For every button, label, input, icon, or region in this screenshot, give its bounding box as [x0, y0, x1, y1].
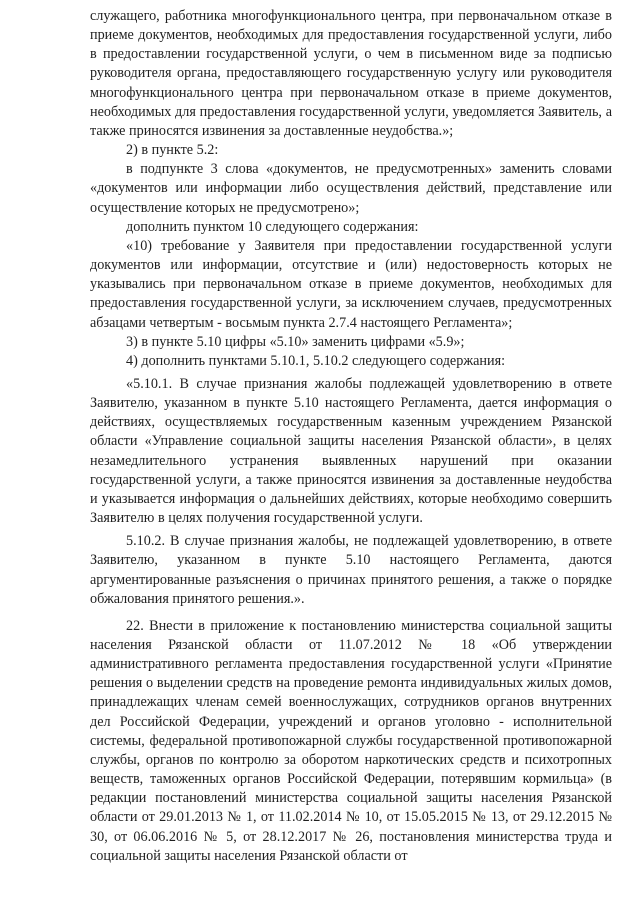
paragraph-5-10-1: «5.10.1. В случае признания жалобы подлежащей удовлетворению в ответе Заявителю, указанном в пункте 5.10 настоящего Регламента, дается информация о действиях, осуществляемых государственным казенным учреждением Рязанской области «Управление социальной защиты населения Рязанской области», в целях незамедлительного устранения выявленных нарушений при оказании государственной услуги, а также приносятся извинения за доставленные неудобства и указывается информация о дальнейших действиях, которые необходимо совершить Заявителю в целях получения государственной услуги. [90, 375, 612, 527]
paragraph-continuation: служащего, работника многофункционального центра, при первоначальном отказе в приеме документов, необходимых для предоставления государственной услуги, либо в предоставлении государственной услуги, о чем в письменном виде за подписью руководителя органа, предоставляющего государственную услугу или руководителя многофункционального центра при первоначальном отказе в приеме документов, необходимых для предоставления государственной услуги, уведомляется Заявитель, а также приносятся извинения за доставленные неудобства.»; [90, 8, 612, 139]
paragraph-item-22: 22. Внести в приложение к постановлению министерства социальной защиты населения Рязанской области от 11.07.2012 № 18 «Об утверждении административного регламента предоставления государственной услуги «Принятие решения о выделении средств на проведение ремонта индивидуальных жилых домов, принадлежащих членам семей военнослужащих, сотрудников органов внутренних дел Российской Федерации, учреждений и органов уголовно - исполнительной системы, федеральной противопожарной службы государственной противопожарной службы, органов по контролю за оборотом наркотических средств и психотропных веществ, таможенных органов Российской Федерации, потерявшим кормильца» (в редакции постановлений министерства социальной защиты населения Рязанской области от 29.01.2013 № 1, от 11.02.2014 № 10, от 15.05.2015 № 13, от 29.12.2015 № 30, от 06.06.2016 № 5, от 28.12.2017 № 26, постановления министерства труда и социальной защиты населения Рязанской области от [90, 617, 612, 864]
paragraph-item-10-text: «10) требование у Заявителя при предоставлении государственной услуги документов или информации, отсутствие и (или) недостоверность которых не указывались при первоначальном отказе в приеме документов, необходимых для предоставления государственной услуги, за исключением случаев, предусмотренных абзацами четвертым - восьмым пункта 2.7.4 настоящего Регламента»; [90, 237, 612, 331]
paragraph-item-2: 2) в пункте 5.2: [126, 142, 219, 159]
paragraph-item-4: 4) дополнить пунктами 5.10.1, 5.10.2 следующего содержания: [126, 352, 506, 369]
paragraph-add-item-10: дополнить пунктом 10 следующего содержания: [126, 218, 419, 235]
paragraph-subitem-3: в подпункте 3 слова «документов, не предусмотренных» заменить словами «документов или информации либо осуществления действий, представление или осуществление которых не предусмотрено»; [90, 161, 612, 216]
paragraph-5-10-2: 5.10.2. В случае признания жалобы, не подлежащей удовлетворению, в ответе Заявителю, указанном в пункте 5.10 настоящего Регламента, даются аргументированные разъяснения о причинах принятого решения, а также о порядке обжалования принятого решения.». [90, 533, 612, 607]
paragraph-item-3: 3) в пункте 5.10 цифры «5.10» заменить цифрами «5.9»; [126, 333, 465, 350]
